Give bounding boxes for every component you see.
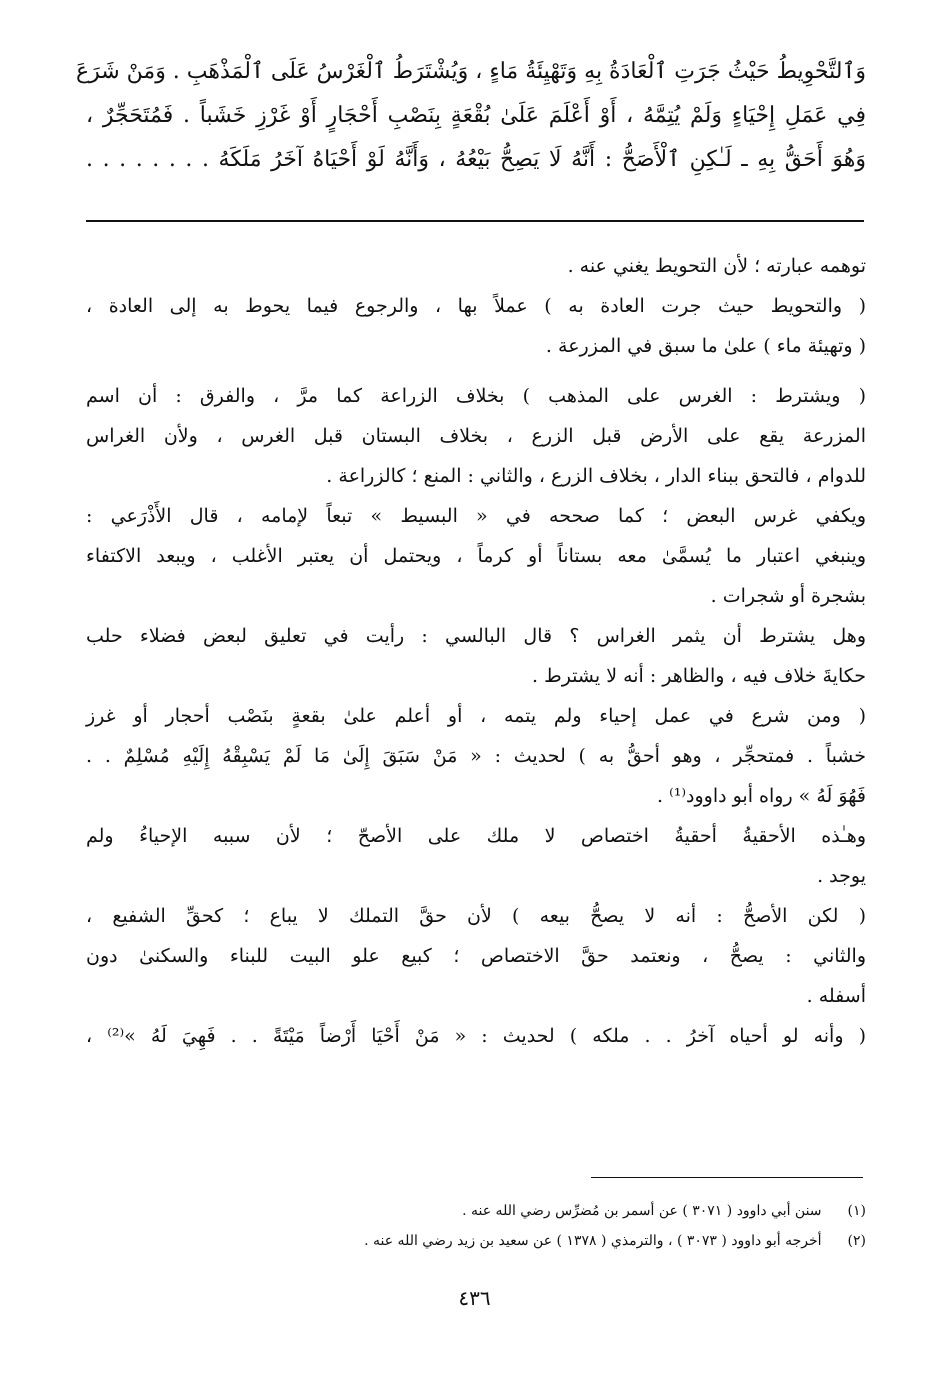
commentary-line: حكايةَ خلاف فيه ، والظاهر : أنه لا يشترط . <box>532 665 866 687</box>
matn-text <box>75 50 866 182</box>
commentary-line: للدوام ، فالتحق ببناء الدار ، بخلاف الزرع ، والثاني : المنع ؛ كالزراعة . <box>326 465 866 487</box>
commentary-line: أسفله . <box>806 985 866 1007</box>
commentary-line: وهل يشترط أن يثمر الغراس ؟ قال البالسي : رأيت في تعليق لبعض فضلاء حلب <box>86 625 866 647</box>
commentary-line: وينبغي اعتبار ما يُسمَّىٰ معه بستاناً أو كرماً ، ويحتمل أن يعتبر الأغلب ، ويبعد الاكتفاء <box>86 545 866 567</box>
footnote-number: (٢) <box>847 1233 866 1249</box>
commentary-line: ( ويشترط : الغرس على المذهب ) بخلاف الزراعة كما مرَّ ، والفرق : أن اسم <box>86 385 866 407</box>
footnote-divider <box>591 1177 863 1178</box>
commentary-line: ويكفي غرس البعض ؛ كما صححه في « البسيط » تبعاً لإمامه ، قال الأَذْرَعي : <box>86 505 866 527</box>
matn-line: وَهُوَ أَحَقُّ بِهِ ـ لَـٰكِنِ ٱلْأَصَحُّ : أَنَّهُ لَا يَصِحُّ بَيْعُهُ ، وَأَنَّهُ لَوْ أَحْيَاهُ آخَرُ مَلَكَهُ . . . . . . . . <box>86 147 866 172</box>
footnote-text: سنن أبي داوود ( ٣٠٧١ ) عن أسمر بن مُضرِّس رضي الله عنه . <box>462 1203 822 1219</box>
footnotes <box>86 1196 866 1256</box>
commentary-line: ( وتهيئة ماء ) علىٰ ما سبق في المزرعة . <box>545 335 866 357</box>
commentary-line: ( والتحويط حيث جرت العادة به ) عملاً بها ، والرجوع فيما يحوط به إلى العادة ، <box>86 295 866 317</box>
commentary-line: وهـٰذه الأحقيةُ أحقيةُ اختصاص لا ملك على الأصحّ ؛ لأن سببه الإحياءُ ولم <box>86 825 866 847</box>
footnote-number: (١) <box>847 1203 866 1219</box>
commentary-line: توهمه عبارته ؛ لأن التحويط يغني عنه . <box>567 255 866 277</box>
commentary-line: والثاني : يصحُّ ، ونعتمد حقَّ الاختصاص ؛ كبيع علو البيت للبناء والسكنىٰ دون <box>86 945 866 967</box>
footnote-text: أخرجه أبو داوود ( ٣٠٧٣ ) ، والترمذي ( ١٣٧٨ ) عن سعيد بن زيد رضي الله عنه . <box>364 1233 822 1249</box>
commentary-line: خشباً . فمتحجِّر ، وهو أحقُّ به ) لحديث : « مَنْ سَبَقَ إِلَىٰ مَا لَمْ يَسْبِقْهُ إِلَيْهِ مُسْلِمٌ . . <box>86 745 866 767</box>
commentary-line: فَهُوَ لَهُ » رواه أبو داوود⁽¹⁾ . <box>656 785 866 807</box>
page-number: ٤٣٦ <box>458 1286 491 1310</box>
footnote <box>86 1196 866 1226</box>
footnote <box>86 1226 866 1256</box>
matn-divider <box>86 220 864 222</box>
commentary-line: يوجد . <box>817 865 866 887</box>
commentary-line: المزرعة يقع على الأرض قبل الزرع ، بخلاف البستان قبل الغرس ، ولأن الغراس <box>86 425 866 447</box>
commentary-line: بشجرة أو شجرات . <box>710 585 866 607</box>
matn-line: فِي عَمَلِ إِحْيَاءٍ وَلَمْ يُتِمَّهُ ، أَوْ أَعْلَمَ عَلَىٰ بُقْعَةٍ بِنَصْبِ أَحْجَارٍ أَوْ غَرْزِ خَشَباً . فَمُتَحَجِّرٌ ، <box>86 103 866 128</box>
commentary-line: ( لكن الأصحُّ : أنه لا يصحُّ بيعه ) لأن حقَّ التملك لا يباع ؛ كحقِّ الشفيع ، <box>86 905 866 927</box>
commentary-line: ( ومن شرع في عمل إحياء ولم يتمه ، أو أعلم علىٰ بقعةٍ بنَصْب أحجار أو غرز <box>86 705 866 727</box>
commentary-text <box>86 246 866 1056</box>
matn-line: وَٱلتَّحْوِيطُ حَيْثُ جَرَتِ ٱلْعَادَةُ بِهِ وَتَهْيِئَةُ مَاءٍ ، وَيُشْتَرَطُ ٱلْغَرْسُ عَلَى ٱلْمَذْهَبِ . وَمَنْ شَرَعَ <box>75 59 866 84</box>
commentary-line: ( وأنه لو أحياه آخرُ . . ملكه ) لحديث : « مَنْ أَحْيَا أَرْضاً مَيْتَةً . . فَهِيَ لَهُ »⁽²⁾ ، <box>86 1025 866 1047</box>
